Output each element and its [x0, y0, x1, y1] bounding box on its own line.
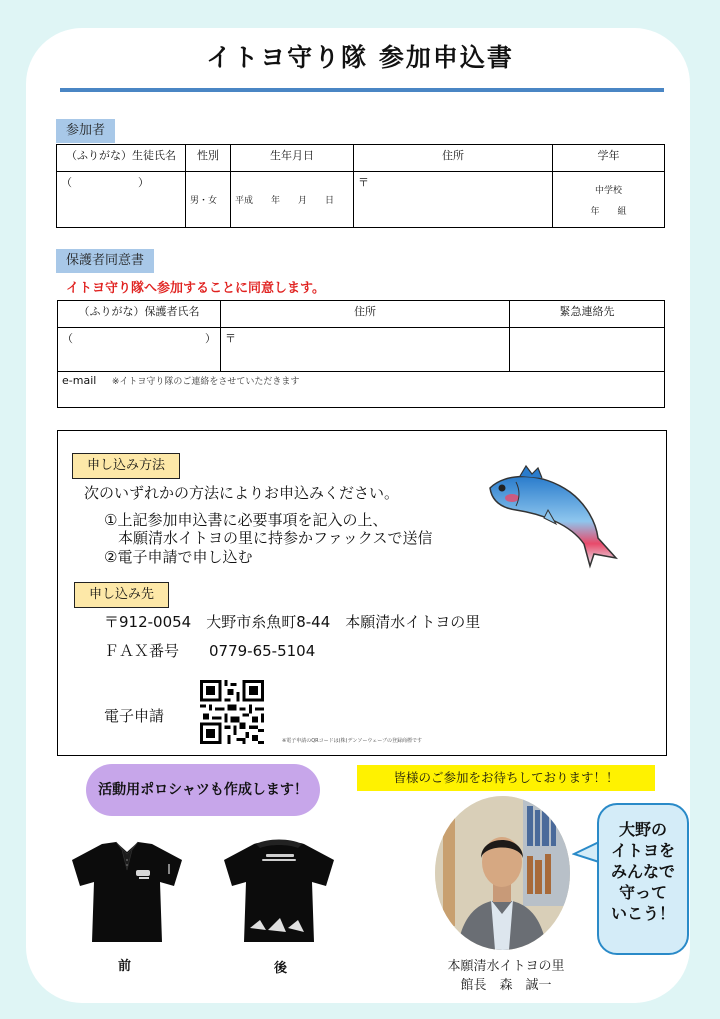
birthdate-field[interactable]: 平成 年 月 日 — [231, 172, 354, 228]
header-student-name: （ふりがな）生徒氏名 — [57, 145, 186, 172]
bubble-line-2: イトヨを — [610, 841, 675, 860]
method-line-1: ①上記参加申込書に必要事項を記入の上、 — [104, 511, 388, 529]
header-grade: 学年 — [553, 145, 665, 172]
polo-shirt-back-image — [222, 838, 336, 944]
furigana-parens: （ ） — [61, 176, 149, 189]
method-line-3: ②電子申請で申し込む — [104, 548, 253, 566]
header-emergency-contact: 緊急連絡先 — [510, 301, 665, 328]
director-caption — [416, 957, 596, 995]
address-field[interactable] — [354, 172, 553, 228]
emergency-contact-field[interactable] — [510, 328, 665, 372]
grade-class-text: 年 組 — [590, 206, 627, 217]
postal-mark: 〒 — [358, 176, 369, 189]
title-divider — [60, 88, 664, 92]
guardian-name-field[interactable] — [58, 328, 221, 372]
email-label: e-mail — [62, 374, 97, 387]
postal-mark: 〒 — [225, 332, 236, 345]
online-application-label: 電子申請 — [104, 707, 165, 725]
bubble-line-3: みんなで — [610, 862, 675, 881]
shirt-front-caption: 前 — [118, 959, 132, 974]
bubble-line-4: 守って — [618, 883, 667, 902]
gender-field[interactable]: 男・女 — [186, 172, 231, 228]
welcome-banner: 皆様のご参加をお待ちしております！！ — [357, 765, 655, 791]
email-note: ※イトヨ守り隊のご連絡をさせていただきます — [111, 377, 300, 387]
header-guardian-address: 住所 — [221, 301, 510, 328]
shirt-back-caption: 後 — [274, 961, 288, 976]
method-tag: 申し込み方法 — [72, 453, 180, 479]
bubble-line-1: 大野の — [618, 820, 667, 839]
qr-trademark-note: ※電子申請のQRコードは(株)デンソーウェーブの登録商標です — [282, 738, 422, 744]
header-address: 住所 — [354, 145, 553, 172]
furigana-parens: （ ） — [62, 332, 216, 345]
participant-section-label: 参加者 — [56, 119, 115, 143]
stickleback-fish-illustration — [486, 462, 622, 572]
student-name-field[interactable] — [57, 172, 186, 228]
method-line-2: 本願清水イトヨの里に持参かファックスで送信 — [118, 529, 433, 547]
guardian-address-field[interactable] — [221, 328, 510, 372]
header-gender: 性別 — [186, 145, 231, 172]
method-intro: 次のいずれかの方法によりお申込みください。 — [84, 484, 400, 502]
director-org: 本願清水イトヨの里 — [447, 959, 565, 974]
guardian-table — [57, 300, 665, 408]
polo-shirt-pill: 活動用ポロシャツも作成します！ — [86, 764, 320, 816]
consent-statement: イトヨ守り隊へ参加することに同意します。 — [66, 281, 325, 296]
bubble-line-5: いこう！ — [610, 904, 675, 923]
header-guardian-name: （ふりがな）保護者氏名 — [58, 301, 221, 328]
fax-number: ＦＡＸ番号 0779-65-5104 — [104, 642, 316, 660]
school-text: 中学校 — [594, 185, 622, 196]
director-name: 館長 森 誠一 — [460, 978, 552, 993]
polo-shirt-front-image — [70, 840, 184, 944]
participant-table — [56, 144, 665, 228]
director-photo — [435, 796, 570, 950]
qr-code[interactable] — [200, 680, 264, 744]
director-portrait-image — [435, 796, 570, 950]
email-field[interactable] — [58, 372, 665, 408]
guardian-section-label: 保護者同意書 — [56, 249, 154, 273]
speech-bubble — [597, 803, 689, 955]
page-title: イトヨ守り隊 参加申込書 — [206, 43, 514, 72]
destination-address: 〒912-0054 大野市糸魚町8-44 本願清水イトヨの里 — [104, 613, 481, 631]
destination-tag: 申し込み先 — [74, 582, 169, 608]
header-birthdate: 生年月日 — [231, 145, 354, 172]
grade-field[interactable] — [553, 172, 665, 228]
